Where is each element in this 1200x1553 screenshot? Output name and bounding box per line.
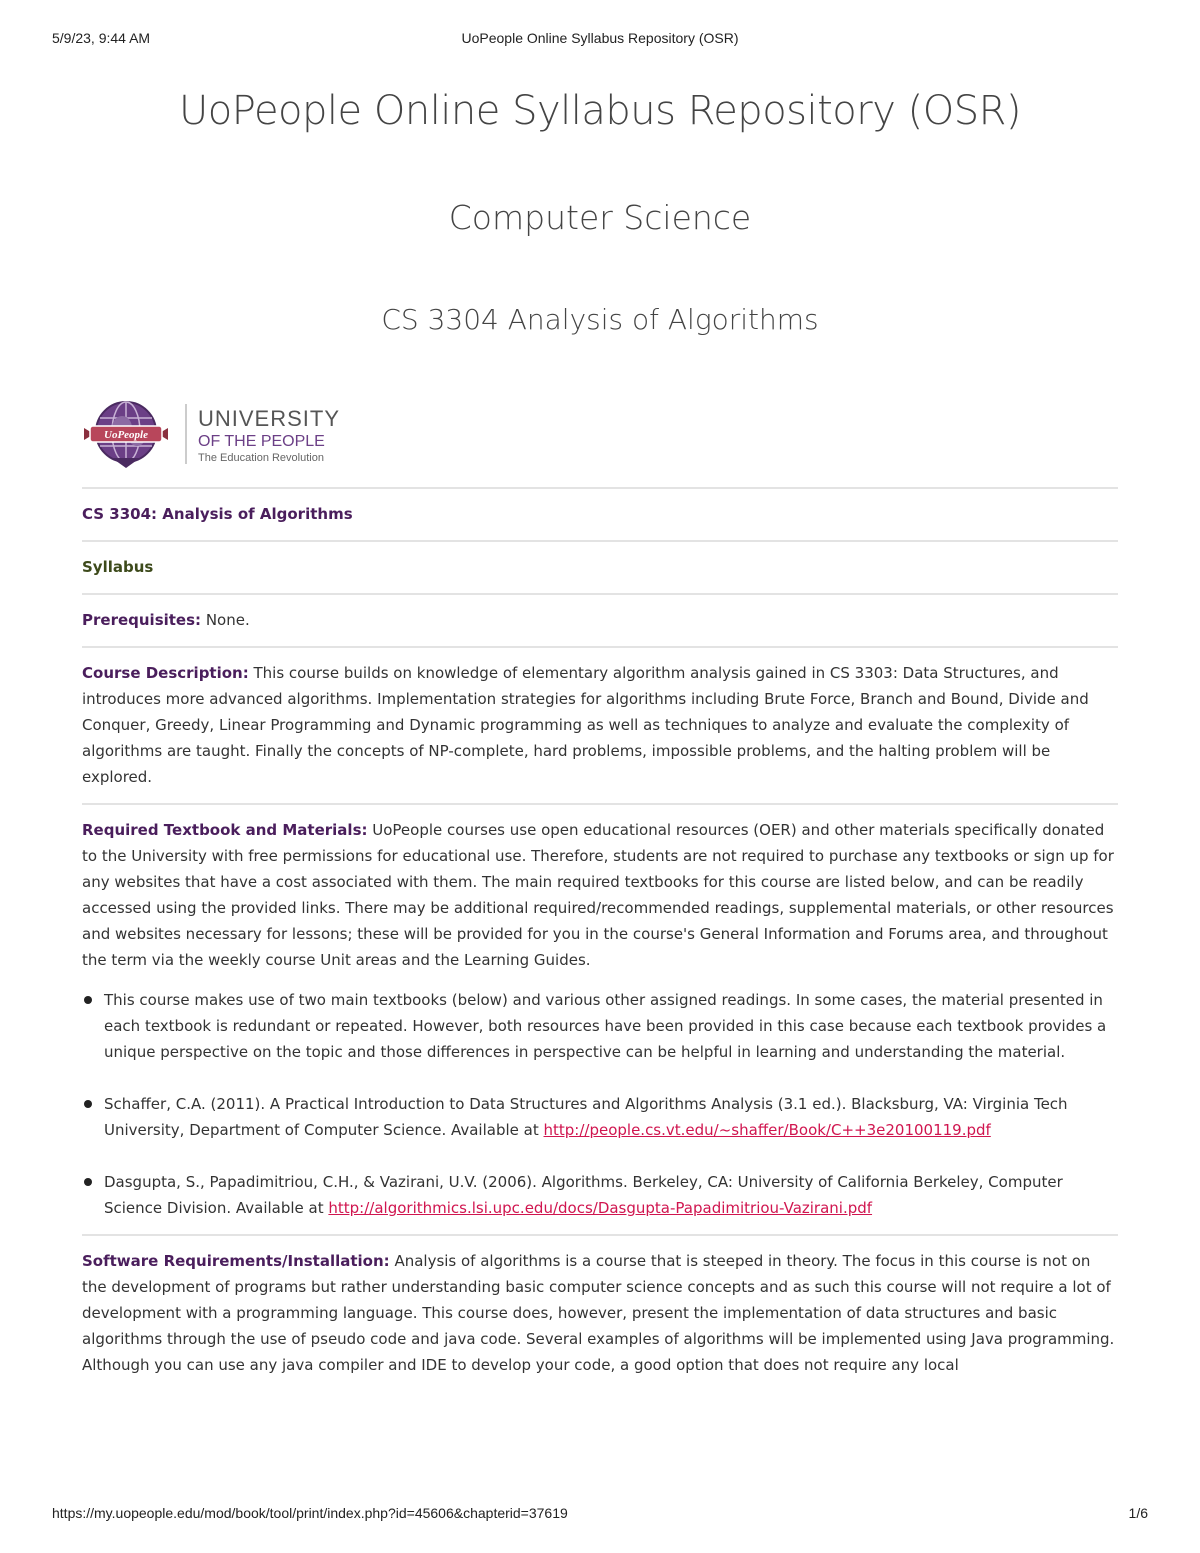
list-item-text: Dasgupta, S., Papadimitriou, C.H., & Vazirani, U.V. (2006). Algorithms. Berkeley, CA: University of California Berkeley, Computer Science Division. Available at (104, 1173, 1063, 1217)
university-logo (82, 398, 362, 470)
list-item-text: Schaffer, C.A. (2011). A Practical Introduction to Data Structures and Algorithms Analysis (3.1 ed.). Blacksburg, VA: Virginia Tech University, Department of Computer Science. Available at (104, 1095, 1068, 1139)
course-description-section (82, 646, 1118, 803)
print-date: 5/9/23, 9:44 AM (52, 30, 151, 46)
schaffer-textbook-link[interactable]: http://people.cs.vt.edu/~shaffer/Book/C++3e20100119.pdf (543, 1121, 991, 1139)
dasgupta-textbook-link[interactable]: http://algorithmics.lsi.upc.edu/docs/Dasgupta-Papadimitriou-Vazirani.pdf (328, 1199, 873, 1217)
print-url: https://my.uopeople.edu/mod/book/tool/print/index.php?id=45606&chapterid=37619 (52, 1505, 568, 1521)
print-footer (52, 1505, 1148, 1527)
software-label: Software Requirements/Installation: (82, 1252, 390, 1270)
textbook-label: Required Textbook and Materials: (82, 821, 368, 839)
logo-line1: UNIVERSITY (198, 406, 341, 431)
textbook-list (82, 987, 1118, 1221)
course-heading: CS 3304 Analysis of Algorithms (381, 303, 819, 336)
prerequisites-section (82, 593, 1118, 646)
prerequisites-label: Prerequisites: (82, 611, 202, 629)
department-heading: Computer Science (448, 198, 752, 237)
prerequisites-value: None. (201, 611, 250, 629)
logo-line2: OF THE PEOPLE (198, 433, 325, 450)
print-header (52, 30, 1148, 52)
bullet-icon (84, 1178, 92, 1186)
list-item (82, 1091, 1118, 1143)
logo-tagline: The Education Revolution (198, 452, 324, 464)
textbook-text: UoPeople courses use open educational resources (OER) and other materials specifically donated to the University with free permissions for educational use. Therefore, students are not required to purchase any textbooks or sign up for any websites that have a cost associated with them. The main required textbooks for this course are listed below, and can be readily accessed using the provided links. There may be additional required/recommended readings, supplemental materials, or other resources and websites necessary for lessons; these will be provided for you in the course's General Information and Forums area, and throughout the term via the weekly course Unit areas and the Learning Guides. (82, 821, 1114, 969)
syllabus-section (82, 540, 1118, 593)
page-number: 1/6 (1128, 1505, 1148, 1521)
software-section (82, 1234, 1118, 1391)
course-description-label: Course Description: (82, 664, 249, 682)
list-item (82, 1169, 1118, 1221)
logo-badge-text: UoPeople (104, 429, 148, 441)
bullet-icon (84, 996, 92, 1004)
print-page-title: UoPeople Online Syllabus Repository (OSR) (461, 30, 739, 46)
software-text: Analysis of algorithms is a course that is steeped in theory. The focus in this course is not on the development of programs but rather understanding basic computer science concepts and as such this course will not require a lot of development with a programming language. This course does, however, present the implementation of data structures and basic algorithms through the use of pseudo code and java code. Several examples of algorithms will be implemented using Java programming. Although you can use any java compiler and IDE to develop your code, a good option that does not require any local (82, 1252, 1115, 1374)
list-item-text: This course makes use of two main textbooks (below) and various other assigned readings. In some cases, the material presented in each textbook is redundant or repeated. However, both resources have been provided in this case because each textbook provides a unique perspective on the topic and those differences in perspective can be helpful in learning and understanding the material. (104, 991, 1107, 1061)
list-item (82, 987, 1118, 1065)
course-title-section (82, 487, 1118, 540)
course-title: CS 3304: Analysis of Algorithms (82, 505, 353, 523)
uopeople-logo-graphic (82, 398, 362, 470)
uopeople-banner (84, 426, 168, 442)
syllabus-label: Syllabus (82, 558, 154, 576)
course-description-text: This course builds on knowledge of elementary algorithm analysis gained in CS 3303: Data Structures, and introduces more advanced algorithms. Implementation strategies for algorithms including Brute Force, Branch and Bound, Divide and Conquer, Greedy, Linear Programming and Dynamic programming as well as techniques to analyze and evaluate the complexity of algorithms are taught. Finally the concepts of NP-complete, hard problems, impossible problems, and the halting problem will be explored. (82, 664, 1089, 786)
page-title: UoPeople Online Syllabus Repository (OSR) (179, 88, 1021, 134)
syllabus-content (82, 487, 1118, 1391)
textbook-section (82, 803, 1118, 1234)
bullet-icon (84, 1100, 92, 1108)
